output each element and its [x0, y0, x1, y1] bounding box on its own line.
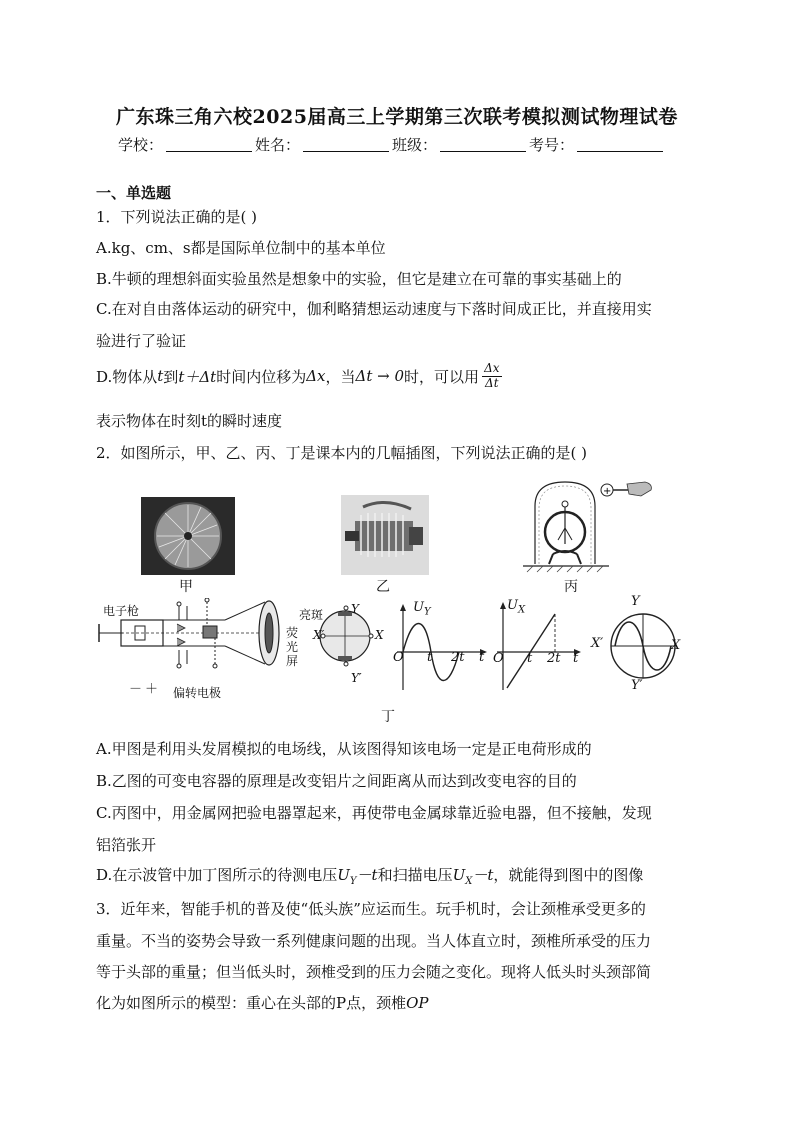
- label-tube-y: Y: [351, 602, 359, 616]
- figure-yi-photo: [341, 495, 429, 575]
- q2-option-c-line2: 铝箔张开: [96, 836, 157, 854]
- svg-text:+: +: [603, 486, 612, 497]
- label-plus: ＋: [145, 682, 159, 697]
- q1-d-mid1: 时间内位移为: [216, 367, 307, 386]
- school-label: 学校：: [118, 136, 164, 154]
- label-electron-gun: 电子枪: [103, 604, 140, 618]
- class-label: 班级：: [392, 136, 438, 154]
- q3-line3: 等于头部的重量；但当低头时，颈椎受到的压力会随之变化。现将人低头时头颈部简: [96, 963, 652, 981]
- ux-axis-t: t: [573, 651, 579, 666]
- q1-d-t: t: [157, 367, 164, 386]
- label-minus: －: [129, 682, 143, 697]
- name-blank[interactable]: [303, 150, 389, 152]
- label-bright-spot: 亮斑: [299, 608, 324, 622]
- q1-option-c-line2: 验进行了验证: [96, 332, 187, 350]
- q1-stem: 1．下列说法正确的是( ): [96, 208, 258, 226]
- q1-option-d: [96, 362, 505, 391]
- uy-axis-t: t: [479, 650, 485, 665]
- q1-option-a: A.kg、cm、s都是国际单位制中的基本单位: [96, 239, 386, 257]
- q2-option-d: D.在示波管中加丁图所示的待测电压$U_Y-t$和扫描电压$U_X-t$，就能得到图中的图像: [96, 866, 644, 887]
- q1-d-mid3: 时，可以用: [404, 367, 480, 386]
- q1-d-frac-num: Δx: [484, 361, 500, 375]
- school-blank[interactable]: [166, 150, 252, 152]
- label-tube-x: X: [375, 628, 384, 642]
- uy-tick-2t: 2t: [451, 650, 465, 665]
- uy-tick-t: t: [427, 650, 433, 665]
- graph-uy-vs-t: [391, 600, 487, 696]
- q3-line2: 重量。不当的姿势会导致一系列健康问题的出现。当人体直立时，颈椎所承受的压力: [96, 932, 652, 950]
- caption-bing: 丙: [564, 579, 578, 595]
- q2-figures: [95, 478, 695, 728]
- uy-axis-label: $U_Y$: [413, 600, 431, 618]
- q1-d-mid2: ，当: [325, 367, 356, 386]
- label-deflection-electrodes: 偏转电极: [173, 686, 222, 700]
- q1-option-c-line1: C.在对自由落体运动的研究中，伽利略猜想运动速度与下落时间成正比，并直接用实: [96, 300, 652, 318]
- exam-number-blank[interactable]: [577, 150, 663, 152]
- class-blank[interactable]: [440, 150, 526, 152]
- label-tube-xp: X′: [313, 628, 325, 642]
- name-label: 姓名：: [255, 136, 301, 154]
- exam-title: 广东珠三角六校2025届高三上学期第三次联考模拟测试物理试卷: [116, 106, 678, 128]
- screen-label-yp: Y′: [631, 678, 643, 693]
- ux-origin: O: [493, 651, 504, 666]
- figure-jia-photo: [141, 497, 235, 575]
- q3-line4: 化为如图所示的模型：重心在头部的P点，颈椎OP: [96, 994, 429, 1012]
- q1-option-d-line2: 表示物体在时刻t的瞬时速度: [96, 412, 283, 430]
- q1-option-b: B.牛顿的理想斜面实验虽然是想象中的实验，但它是建立在可靠的事实基础上的: [96, 270, 622, 288]
- q1-d-fraction: [482, 362, 501, 391]
- caption-yi: 乙: [376, 579, 390, 595]
- q1-d-limit: Δt → 0: [355, 367, 405, 386]
- screen-label-x: X: [671, 638, 681, 653]
- q2-stem: 2．如图所示，甲、乙、丙、丁是课本内的几幅插图，下列说法正确的是( ): [96, 444, 588, 462]
- student-info-line: [118, 134, 666, 155]
- q1-d-frac-den: Δt: [485, 375, 499, 390]
- ux-tick-t: t: [527, 651, 533, 666]
- exam-number-label: 考号：: [529, 136, 575, 154]
- q2-option-c-line1: C.丙图中，用金属网把验电器罩起来，再使带电金属球靠近验电器，但不接触，发现: [96, 804, 652, 822]
- q3-line1: 3．近年来，智能手机的普及使“低头族”应运而生。玩手机时，会让颈椎承受更多的: [96, 900, 646, 918]
- screen-label-y: Y: [631, 594, 640, 609]
- q2-option-b: B.乙图的可变电容器的原理是改变铝片之间距离从而达到改变电容的目的: [96, 772, 577, 790]
- screen-label-xp: X′: [591, 636, 604, 651]
- q1-d-tdt: t＋Δt: [178, 367, 217, 386]
- q1-d-dx: Δx: [306, 367, 326, 386]
- caption-ding: 丁: [381, 709, 395, 725]
- caption-jia: 甲: [179, 579, 193, 595]
- label-screen: 荧光屏: [286, 626, 299, 668]
- q1-d-to: 到: [163, 367, 179, 386]
- figure-bing-drawing: [523, 478, 658, 574]
- q1-d-pre: D.物体从: [96, 367, 158, 386]
- ux-tick-2t: 2t: [547, 651, 561, 666]
- section-title: 一、单选题: [96, 184, 172, 202]
- label-tube-yp: Y′: [351, 671, 362, 685]
- q2-option-a: A.甲图是利用头发屑模拟的电场线，从该图得知该电场一定是正电荷形成的: [96, 740, 592, 758]
- ux-axis-label: $U_X$: [507, 598, 526, 616]
- uy-origin: O: [393, 650, 404, 665]
